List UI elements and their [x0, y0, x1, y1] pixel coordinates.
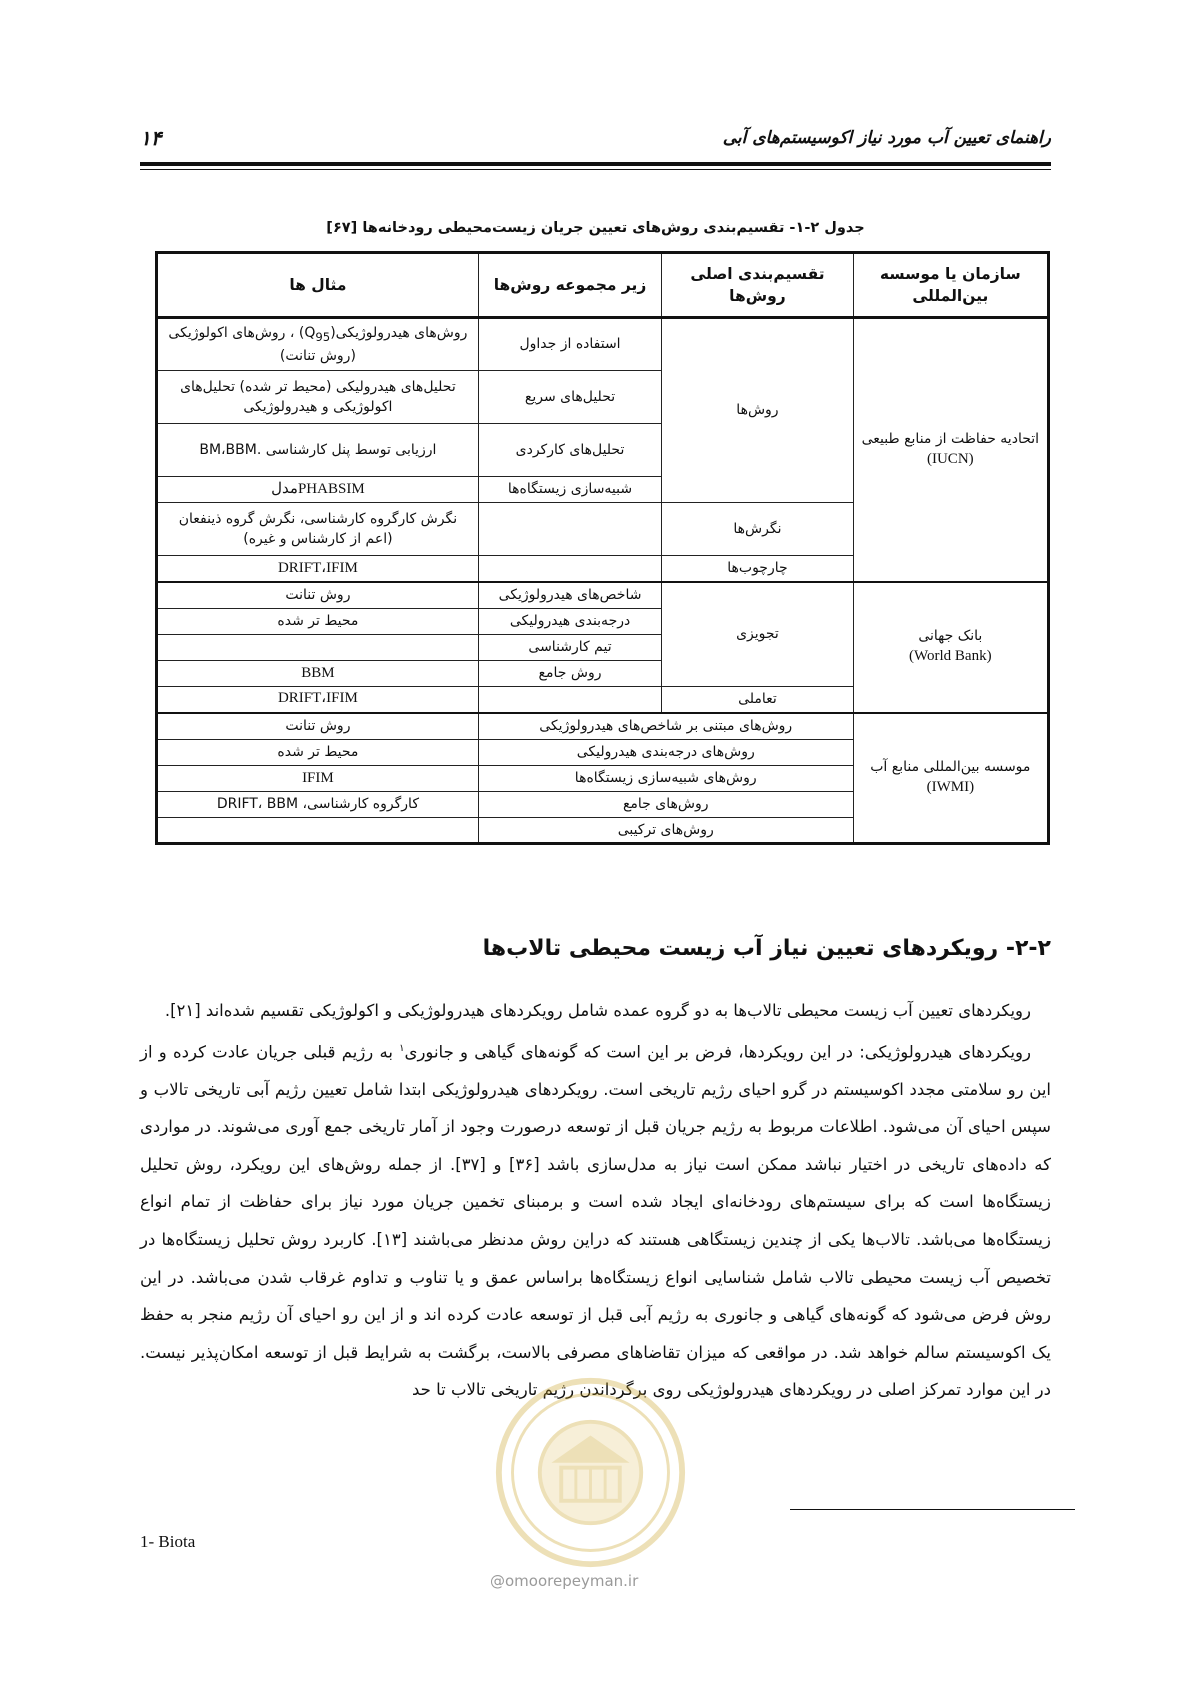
- sub-cell: تحلیل‌های سریع: [478, 371, 661, 424]
- footnote: 1- Biota: [140, 1532, 196, 1551]
- sub-cell: تحلیل‌های کارکردی: [478, 424, 661, 477]
- method-cell: روش‌های مبتنی بر شاخص‌های هیدرولوژیکی: [478, 713, 853, 740]
- org-name: موسسه بین‌المللی منابع آب: [870, 758, 1031, 775]
- sub-cell: شاخص‌های هیدرولوژیکی: [478, 582, 661, 609]
- header-examples: مثال ها: [157, 253, 479, 318]
- main-cell: تجویزی: [662, 582, 853, 687]
- header-main: تقسیم‌بندی اصلی روش‌ها: [662, 253, 853, 318]
- example-cell: روش تنانت: [157, 582, 479, 609]
- watermark-seal-icon: [493, 1375, 688, 1570]
- example-cell: کارگروه کارشناسی، DRIFT، BBM: [157, 792, 479, 818]
- paragraph: رویکردهای هیدرولوژیکی: در این رویکردها، فرض بر این است که گونه‌های گیاهی و جانوری$^۱$ به رژیم قبلی جریان عادت کرده و از این رو سلامتی مجدد اکوسیستم در گرو احیای رژیم تاریخی است. رویکردهای هیدرولوژیکی ابتدا شامل تعیین رژیم آبی تاریخی تالاب و سپس احیای آن می‌شود. اطلاعات مربوط به رژیم جریان قبل از توسعه درصورت وجود از آمار تاریخی جمع آوری می‌شوند. در مواردی که داده‌های تاریخی در اختیار نباشد ممکن است نیاز به مدل‌سازی باشد [۳۶] و [۳۷]. از جمله روش‌های این رویکرد، روش تحلیل زیستگاه‌ها است که برای سیستم‌های رودخانه‌ای ایجاد شده است و برمبنای تخمین جریان مورد نیاز برای حفاظت از تمام انواع زیستگاه‌ها می‌باشد. تالاب‌ها یکی از چندین زیستگاهی هستند که دراین روش مدنظر می‌باشند [۱۳]. کاربرد روش تحلیل زیستگاه‌ها در تخصیص آب زیست محیطی تالاب شامل شناسایی انواع زیستگاه‌ها براساس عمق و یا تناوب و تداوم غرقاب شدن می‌باشد. در این روش فرض می‌شود که گونه‌های گیاهی و جانوری به رژیم آبی قبل از توسعه عادت کرده اند و از این رو احیای آن رژیم منجر به حفظ یک اکوسیستم سالم خواهد شد. در مواقعی که میزان تقاضاهای مصرفی بالاست، برگشت به شرایط قبل از توسعه امکان‌پذیر نیست. در این موارد تمرکز اصلی در رویکردهای هیدرولوژیکی روی برگرداندن رژیم تاریخی تالاب تا حد: [140, 1042, 1051, 1400]
- example-cell: PHABSIMمدل: [157, 477, 479, 503]
- org-cell-iwmi: [853, 713, 1048, 844]
- main-cell: چارچوب‌ها: [662, 556, 853, 582]
- sub-cell: [478, 556, 661, 582]
- main-cell: روش‌ها: [662, 318, 853, 503]
- footnote-ref: ۱: [399, 1042, 405, 1054]
- table-header-row: [157, 253, 1049, 318]
- table-caption: جدول ۲-۱- تقسیم‌بندی روش‌های تعیین جریان زیست‌محیطی رودخانه‌ها [۶۷]: [326, 220, 865, 236]
- example-cell: محیط تر شده: [157, 740, 479, 766]
- sub-cell: درجه‌بندی هیدرولیکی: [478, 609, 661, 635]
- sub-cell: [478, 503, 661, 556]
- main-cell: تعاملی: [662, 687, 853, 713]
- org-abbr: (World Bank): [909, 648, 992, 665]
- methods-table: [155, 251, 1050, 845]
- example-cell: محیط تر شده: [157, 609, 479, 635]
- sub-cell: شبیه‌سازی زیستگاه‌ها: [478, 477, 661, 503]
- sub-cell: [478, 687, 661, 713]
- org-cell-iucn: [853, 318, 1048, 582]
- main-cell: نگرش‌ها: [662, 503, 853, 556]
- example-cell: DRIFT،IFIM: [157, 687, 479, 713]
- running-title: راهنمای تعیین آب مورد نیاز اکوسیستم‌های آبی: [722, 128, 1051, 148]
- org-cell-worldbank: [853, 582, 1048, 713]
- page-header: [140, 128, 1051, 158]
- sub-cell: روش جامع: [478, 661, 661, 687]
- org-name: بانک جهانی: [918, 627, 983, 644]
- org-abbr: (IUCN): [926, 451, 974, 468]
- method-cell: روش‌های شبیه‌سازی زیستگاه‌ها: [478, 766, 853, 792]
- org-name: اتحادیه حفاظت از منابع طبیعی: [861, 430, 1040, 447]
- body-text: [140, 992, 1051, 1409]
- example-cell: IFIM: [157, 766, 479, 792]
- sub-cell: استفاده از جداول: [478, 318, 661, 371]
- table-row: [157, 318, 1049, 371]
- paragraph: رویکردهای تعیین آب زیست محیطی تالاب‌ها به دو گروه عمده شامل رویکردهای هیدرولوژیکی و اکولوژیکی تقسیم شده‌اند [۲۱].: [164, 1001, 1031, 1020]
- method-cell: روش‌های ترکیبی: [478, 818, 853, 844]
- footnote-rule: [790, 1509, 1075, 1510]
- page-number: ۱۴: [140, 126, 162, 150]
- header-rule-thin: [140, 169, 1051, 170]
- method-cell: روش‌های جامع: [478, 792, 853, 818]
- section-heading: ۲-۲- رویکردهای تعیین نیاز آب زیست محیطی تالاب‌ها: [482, 936, 1051, 961]
- method-cell: روش‌های درجه‌بندی هیدرولیکی: [478, 740, 853, 766]
- org-abbr: (IWMI): [926, 779, 975, 796]
- example-cell: روش‌های $هیدرولوژیکی(Q_{95})$ ، روش‌های اکولوژیکی (روش تنانت): [157, 318, 479, 371]
- example-cell: DRIFT،IFIM: [157, 556, 479, 582]
- example-cell: BBM: [157, 661, 479, 687]
- table-row: [157, 713, 1049, 740]
- example-cell: ارزیابی توسط پنل کارشناسی .BM،BBM: [157, 424, 479, 477]
- table-row: [157, 582, 1049, 609]
- header-sub: زیر مجموعه روش‌ها: [478, 253, 661, 318]
- example-cell: تحلیل‌های هیدرولیکی (محیط تر شده) تحلیل‌های اکولوژیکی و هیدرولوژیکی: [157, 371, 479, 424]
- header-org: سازمان یا موسسه بین‌المللی: [853, 253, 1048, 318]
- example-cell: نگرش کارگروه کارشناسی، نگرش گروه ذینفعان (اعم از کارشناس و غیره): [157, 503, 479, 556]
- example-cell: [157, 635, 479, 661]
- watermark-url: @omoorepeyman.ir: [490, 1572, 639, 1590]
- example-cell: [157, 818, 479, 844]
- sub-cell: تیم کارشناسی: [478, 635, 661, 661]
- example-cell: روش تنانت: [157, 713, 479, 740]
- header-rule-thick: [140, 162, 1051, 166]
